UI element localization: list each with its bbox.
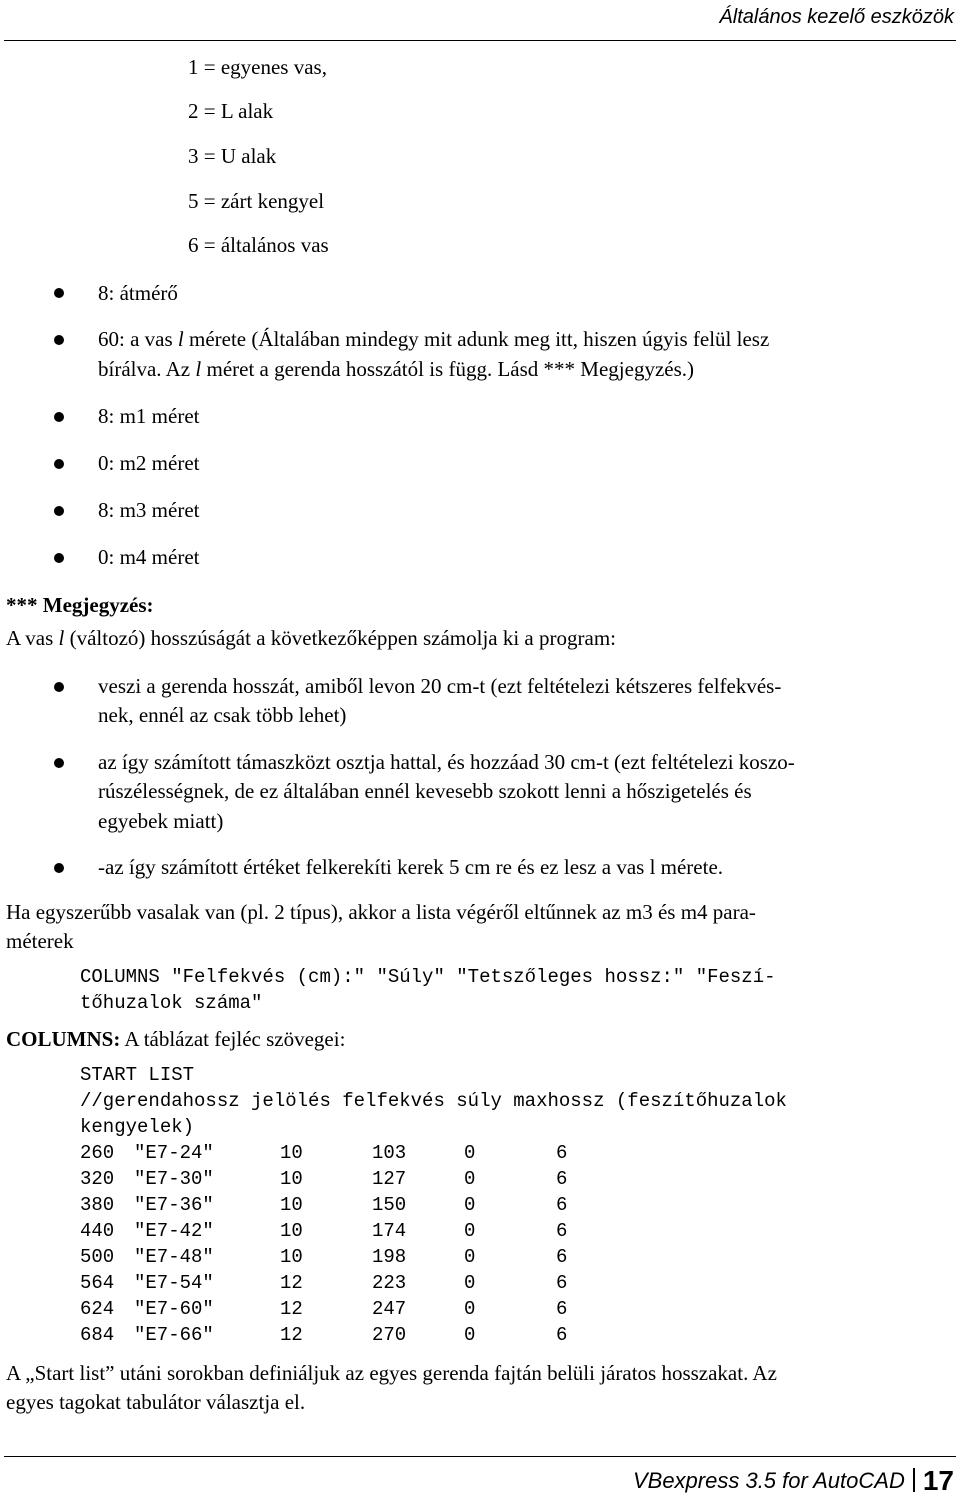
shape-code-6: 6 = általános vas xyxy=(188,233,329,257)
note-heading: *** Megjegyzés: xyxy=(6,593,154,617)
list-cell: 10 xyxy=(280,1194,303,1216)
list-cell: 0 xyxy=(464,1168,476,1190)
note-bullet2-line2: rúszélességnek, de ez általában ennél kevesebb szokott lenni a hőszigetelés és xyxy=(98,779,752,803)
note-intro: A vas l (változó) hosszúságát a következőképpen számolja ki a program: xyxy=(6,626,616,650)
list-cell: 103 xyxy=(372,1142,407,1164)
list-cell: "E7-24" xyxy=(134,1142,214,1164)
param-length-line2: bírálva. Az l méret a gerenda hosszától is függ. Lásd *** Megjegyzés.) xyxy=(98,357,694,381)
shape-code-2: 2 = L alak xyxy=(188,99,274,123)
list-cell: 6 xyxy=(556,1324,568,1346)
list-cell: "E7-54" xyxy=(134,1272,214,1294)
bullet-icon xyxy=(54,682,64,692)
param-m1: 8: m1 méret xyxy=(98,404,200,428)
list-cell: 0 xyxy=(464,1220,476,1242)
closing-line1: A „Start list” utáni sorokban definiáljuk az egyes gerenda fajtán belüli járatos hosszakat. Az xyxy=(6,1361,777,1385)
list-cell: "E7-66" xyxy=(134,1324,214,1346)
list-cell: 564 xyxy=(80,1272,115,1294)
list-cell: 247 xyxy=(372,1298,407,1320)
list-comment-line2: kengyelek) xyxy=(80,1116,195,1138)
shape-code-5: 5 = zárt kengyel xyxy=(188,189,325,213)
param-length-line1: 60: a vas l mérete (Általában mindegy mit adunk meg itt, hiszen úgyis felül lesz xyxy=(98,327,770,351)
bullet-icon xyxy=(54,758,64,768)
list-cell: "E7-36" xyxy=(134,1194,214,1216)
running-header: Általános kezelő eszközök xyxy=(719,6,954,28)
list-cell: "E7-42" xyxy=(134,1220,214,1242)
list-start: START LIST xyxy=(80,1064,195,1086)
list-cell: 6 xyxy=(556,1168,568,1190)
bullet-icon xyxy=(54,412,64,422)
note-bullet1-line2: nek, ennél az csak több lehet) xyxy=(98,703,347,727)
list-cell: 500 xyxy=(80,1246,115,1268)
list-cell: 12 xyxy=(280,1298,303,1320)
list-cell: "E7-60" xyxy=(134,1298,214,1320)
list-cell: 320 xyxy=(80,1168,115,1190)
list-cell: 6 xyxy=(556,1194,568,1216)
note-bullet2-line3: egyebek miatt) xyxy=(98,809,224,833)
columns-code-line2: tőhuzalok száma" xyxy=(80,992,263,1014)
list-cell: 10 xyxy=(280,1246,303,1268)
shape-code-3: 3 = U alak xyxy=(188,144,277,168)
page-footer xyxy=(633,1466,954,1496)
bullet-icon xyxy=(54,506,64,516)
footer-divider xyxy=(4,1456,956,1457)
header-divider xyxy=(4,40,956,41)
page-number: 17 xyxy=(922,1465,954,1496)
list-cell: 174 xyxy=(372,1220,407,1242)
param-m4: 0: m4 méret xyxy=(98,545,200,569)
param-m2: 0: m2 méret xyxy=(98,451,200,475)
list-cell: 0 xyxy=(464,1324,476,1346)
bullet-icon xyxy=(54,288,64,298)
list-cell: 150 xyxy=(372,1194,407,1216)
list-cell: 260 xyxy=(80,1142,115,1164)
list-cell: 12 xyxy=(280,1324,303,1346)
list-comment-line1: //gerendahossz jelölés felfekvés súly maxhossz (feszítőhuzalok xyxy=(80,1090,787,1112)
list-cell: "E7-48" xyxy=(134,1246,214,1268)
bullet-icon xyxy=(54,335,64,345)
list-cell: 0 xyxy=(464,1142,476,1164)
list-cell: 0 xyxy=(464,1194,476,1216)
bullet-icon xyxy=(54,863,64,873)
list-cell: 223 xyxy=(372,1272,407,1294)
list-cell: 198 xyxy=(372,1246,407,1268)
param-m3: 8: m3 méret xyxy=(98,498,200,522)
note-bullet1-line1: veszi a gerenda hosszát, amiből levon 20 cm-t (ezt feltételezi kétszeres felfekvés- xyxy=(98,674,782,698)
shape-code-1: 1 = egyenes vas, xyxy=(188,55,327,79)
list-cell: 0 xyxy=(464,1272,476,1294)
list-cell: 6 xyxy=(556,1298,568,1320)
list-cell: 0 xyxy=(464,1298,476,1320)
footer-product: VBexpress 3.5 for AutoCAD xyxy=(632,1468,905,1493)
bullet-icon xyxy=(54,553,64,563)
param-diameter: 8: átmérő xyxy=(98,281,178,305)
simpler-line1: Ha egyszerűbb vasalak van (pl. 2 típus), akkor a lista végéről eltűnnek az m3 és m4 para- xyxy=(6,900,756,924)
list-cell: 6 xyxy=(556,1246,568,1268)
list-cell: "E7-30" xyxy=(134,1168,214,1190)
list-cell: 6 xyxy=(556,1220,568,1242)
list-cell: 270 xyxy=(372,1324,407,1346)
list-cell: 127 xyxy=(372,1168,407,1190)
note-bullet3: -az így számított értéket felkerekíti kerek 5 cm re és ez lesz a vas l mérete. xyxy=(98,855,724,879)
list-cell: 6 xyxy=(556,1142,568,1164)
list-cell: 10 xyxy=(280,1142,303,1164)
list-cell: 0 xyxy=(464,1246,476,1268)
list-cell: 624 xyxy=(80,1298,115,1320)
footer-separator xyxy=(913,1468,915,1492)
list-cell: 440 xyxy=(80,1220,115,1242)
list-cell: 380 xyxy=(80,1194,115,1216)
list-cell: 684 xyxy=(80,1324,115,1346)
columns-description: COLUMNS: A táblázat fejléc szövegei: xyxy=(6,1027,346,1051)
columns-code-line1: COLUMNS "Felfekvés (cm):" "Súly" "Tetszőleges hossz:" "Feszí- xyxy=(80,966,776,988)
list-cell: 10 xyxy=(280,1220,303,1242)
closing-line2: egyes tagokat tabulátor választja el. xyxy=(6,1390,306,1414)
list-cell: 10 xyxy=(280,1168,303,1190)
bullet-icon xyxy=(54,459,64,469)
list-cell: 6 xyxy=(556,1272,568,1294)
simpler-line2: méterek xyxy=(6,929,74,953)
list-cell: 12 xyxy=(280,1272,303,1294)
note-bullet2-line1: az így számított támaszközt osztja hattal, és hozzáad 30 cm-t (ezt feltételezi koszo- xyxy=(98,750,795,774)
